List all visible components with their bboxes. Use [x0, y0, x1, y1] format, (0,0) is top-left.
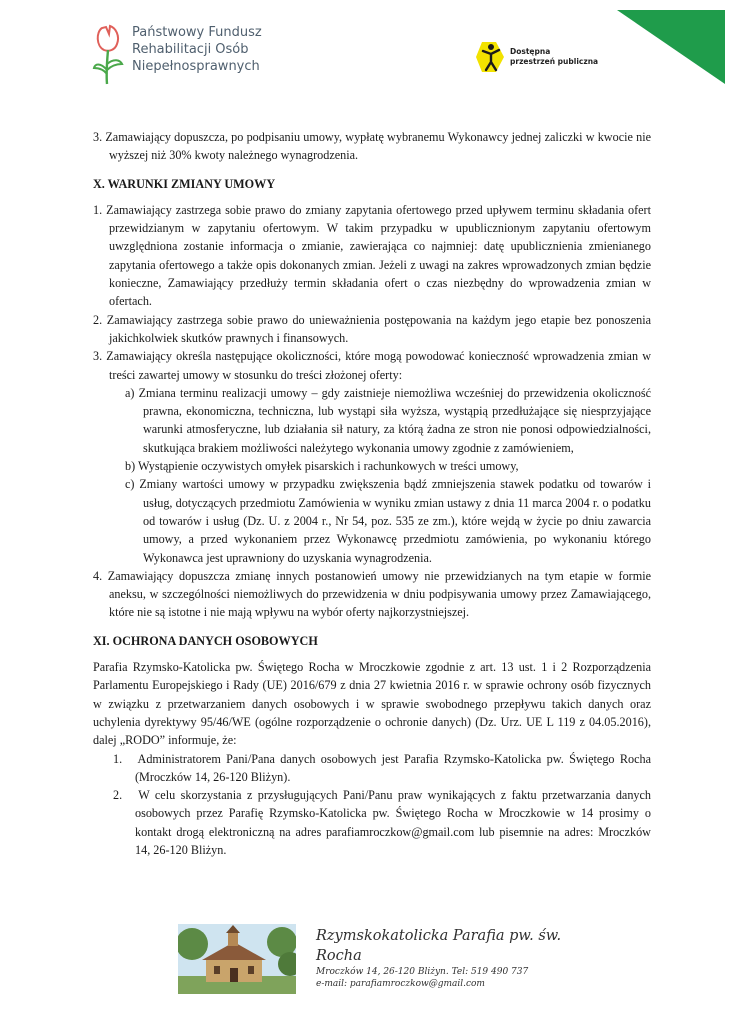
item-text: Zamawiający dopuszcza, po podpisaniu umowy, wypłatę wybranemu Wykonawcy jednej zaliczki w kwocie nie wyższej niż 30% kwoty należnego wynagrodzenia.: [105, 130, 651, 163]
pfron-logo: [92, 24, 262, 86]
pfron-logo-line-2: Rehabilitacji Osób: [132, 42, 249, 57]
section-x-item-1: [93, 201, 651, 311]
rodo-item-2: [113, 786, 651, 859]
subitem-a: [125, 384, 651, 457]
item-number: 4.: [93, 568, 103, 583]
church-photo: [178, 924, 296, 994]
pfron-logo-text: [132, 24, 262, 75]
section-x-item-3: [93, 347, 651, 384]
document-body: [93, 128, 651, 859]
pfron-logo-line-1: Państwowy Fundusz: [132, 25, 262, 40]
section-x-item-2: [93, 311, 651, 348]
item-number: 3.: [93, 349, 103, 364]
subitem-letter: b): [125, 459, 136, 474]
item-number: 2.: [93, 312, 103, 327]
item-number: 2.: [113, 788, 123, 803]
corner-green-triangle: [617, 10, 725, 84]
advance-payment-item: [93, 128, 651, 165]
section-x-subitems: [93, 384, 651, 567]
tulip-icon: [92, 24, 126, 86]
subitem-text: Zmiany wartości umowy w przypadku zwiększenia bądź zmniejszenia stawek podatku od towarów i usług, dotyczących przedmiotu Zamówienia w wyniku zmian ustawy z dnia 11 marca 2004 r. o podatku od towarów i usług (Dz. U. z 2004 r., Nr 54, poz. 535 ze zm.), które wejdą w życie po dniu zawarcia umowy, a przed wykonaniem przez Wykonawcę przedmiotu zamówienia, po wykonaniu którego Wykonawca jest uprawniony do uzyskania wynagrodzenia.: [139, 477, 652, 565]
section-x-item-4: [93, 567, 651, 622]
accessible-space-line-1: Dostępna: [510, 47, 551, 56]
subitem-b: [125, 457, 651, 475]
accessible-space-line-2: przestrzeń publiczna: [510, 57, 599, 66]
subitem-letter: a): [125, 385, 135, 400]
item-text: Zamawiający określa następujące okoliczności, które mogą powodować konieczność wprowadzenia zmian w treści zawartej umowy w stosunku do treści złożonej oferty:: [106, 349, 651, 382]
subitem-text: Wystąpienie oczywistych omyłek pisarskich i rachunkowych w treści umowy,: [137, 459, 519, 474]
accessibility-person-icon: [474, 40, 506, 74]
parish-info: [316, 926, 598, 990]
subitem-letter: c): [125, 477, 135, 492]
item-text: Zamawiający zastrzega sobie prawo do unieważnienia postępowania na każdym jego etapie bez ponoszenia jakichkolwiek skutków prawnych i finansowych.: [106, 312, 651, 345]
item-text: Zamawiający zastrzega sobie prawo do zmiany zapytania ofertowego przed upływem terminu składania ofert przewidzianym w zapytaniu ofertowym. W takim przypadku w upublicznionym zapytaniu ofertowym uwzględniona zostanie informacja o zmianie, zawierająca co najmniej: datę upublicznienia zmienianego zapytania ofertowego a także opis dokonanych zmian. Jeżeli z uwagi na zakres wprowadzonych zmian będzie konieczne, Zamawiający przedłuży termin składania ofert o czas niezbędny do wprowadzenia zmian w ofertach.: [106, 202, 652, 309]
rodo-intro: Parafia Rzymsko-Katolicka pw. Świętego Rocha w Mroczkowie zgodnie z art. 13 ust. 1 i 2 Rozporządzenia Parlamentu Europejskiego i Rady (UE) 2016/679 z dnia 27 kwietnia 2016 r. w sprawie ochrony osób fizycznych w związku z przetwarzaniem danych osobowych i w sprawie swobodnego przepływu takich danych oraz uchylenia dyrektywy 95/46/WE (ogólne rozporządzenie o ochronie danych) (Dz. Urz. UE L 119 z 04.05.2016), dalej „RODO” informuje, że:: [93, 660, 651, 748]
subitem-c: [125, 475, 651, 566]
accessible-space-text: [510, 47, 598, 67]
pfron-logo-line-3: Niepełnosprawnych: [132, 59, 260, 74]
section-x-heading: X. WARUNKI ZMIANY UMOWY: [93, 176, 276, 191]
accessible-space-logo: [474, 40, 598, 74]
item-text: Administratorem Pani/Pana danych osobowych jest Parafia Rzymsko-Katolicka pw. Świętego Rocha (Mroczków 14, 26-120 Bliżyn).: [135, 751, 651, 784]
item-number: 1.: [93, 202, 103, 217]
parish-name: Rzymskokatolicka Parafia pw. św. Rocha: [316, 928, 562, 964]
rodo-item-1: [113, 750, 651, 787]
parish-email: e-mail: parafiamroczkow@gmail.com: [316, 979, 485, 989]
item-text: W celu skorzystania z przysługujących Pani/Panu praw wynikających z faktu przetwarzania danych osobowych przez Parafię Rzymsko-Katolicka pw. Świętego Rocha w Mroczkowie w 14 prosimy o kontakt drogą elektroniczną na adres parafiamroczkow@gmail.com lub pisemnie na adres: Mroczków 14, 26-120 Bliżyn.: [135, 788, 652, 857]
item-number: 1.: [113, 751, 123, 766]
section-xi-heading: XI. OCHRONA DANYCH OSOBOWYCH: [93, 633, 318, 648]
rodo-list: [93, 750, 651, 860]
item-text: Zamawiający dopuszcza zmianę innych postanowień umowy nie przewidzianych na tym etapie w formie aneksu, w szczególności niemożliwych do przewidzenia w dniu podpisywania umowy przez Zamawiającego, które nie są istotne i nie mają wpływu na wybór oferty najkorzystniejszej.: [107, 568, 651, 620]
parish-address: Mroczków 14, 26-120 Bliżyn. Tel: 519 490 737: [316, 967, 529, 977]
parish-footer: [178, 924, 598, 996]
item-number: 3.: [93, 130, 103, 144]
subitem-text: Zmiana terminu realizacji umowy – gdy zaistnieje niemożliwa wcześniej do przewidzenia okoliczność prawna, ekonomiczna, techniczna, lub wystąpi siła wyższa, wystąpią przedłużające się niesprzyjające warunki atmosferyczne, lub działania sił natury, za którą żadna ze stron nie ponosi odpowiedzialności, skutkująca brakiem możliwości należytego wykonania umowy zgodnie z zamówieniem,: [138, 385, 652, 455]
